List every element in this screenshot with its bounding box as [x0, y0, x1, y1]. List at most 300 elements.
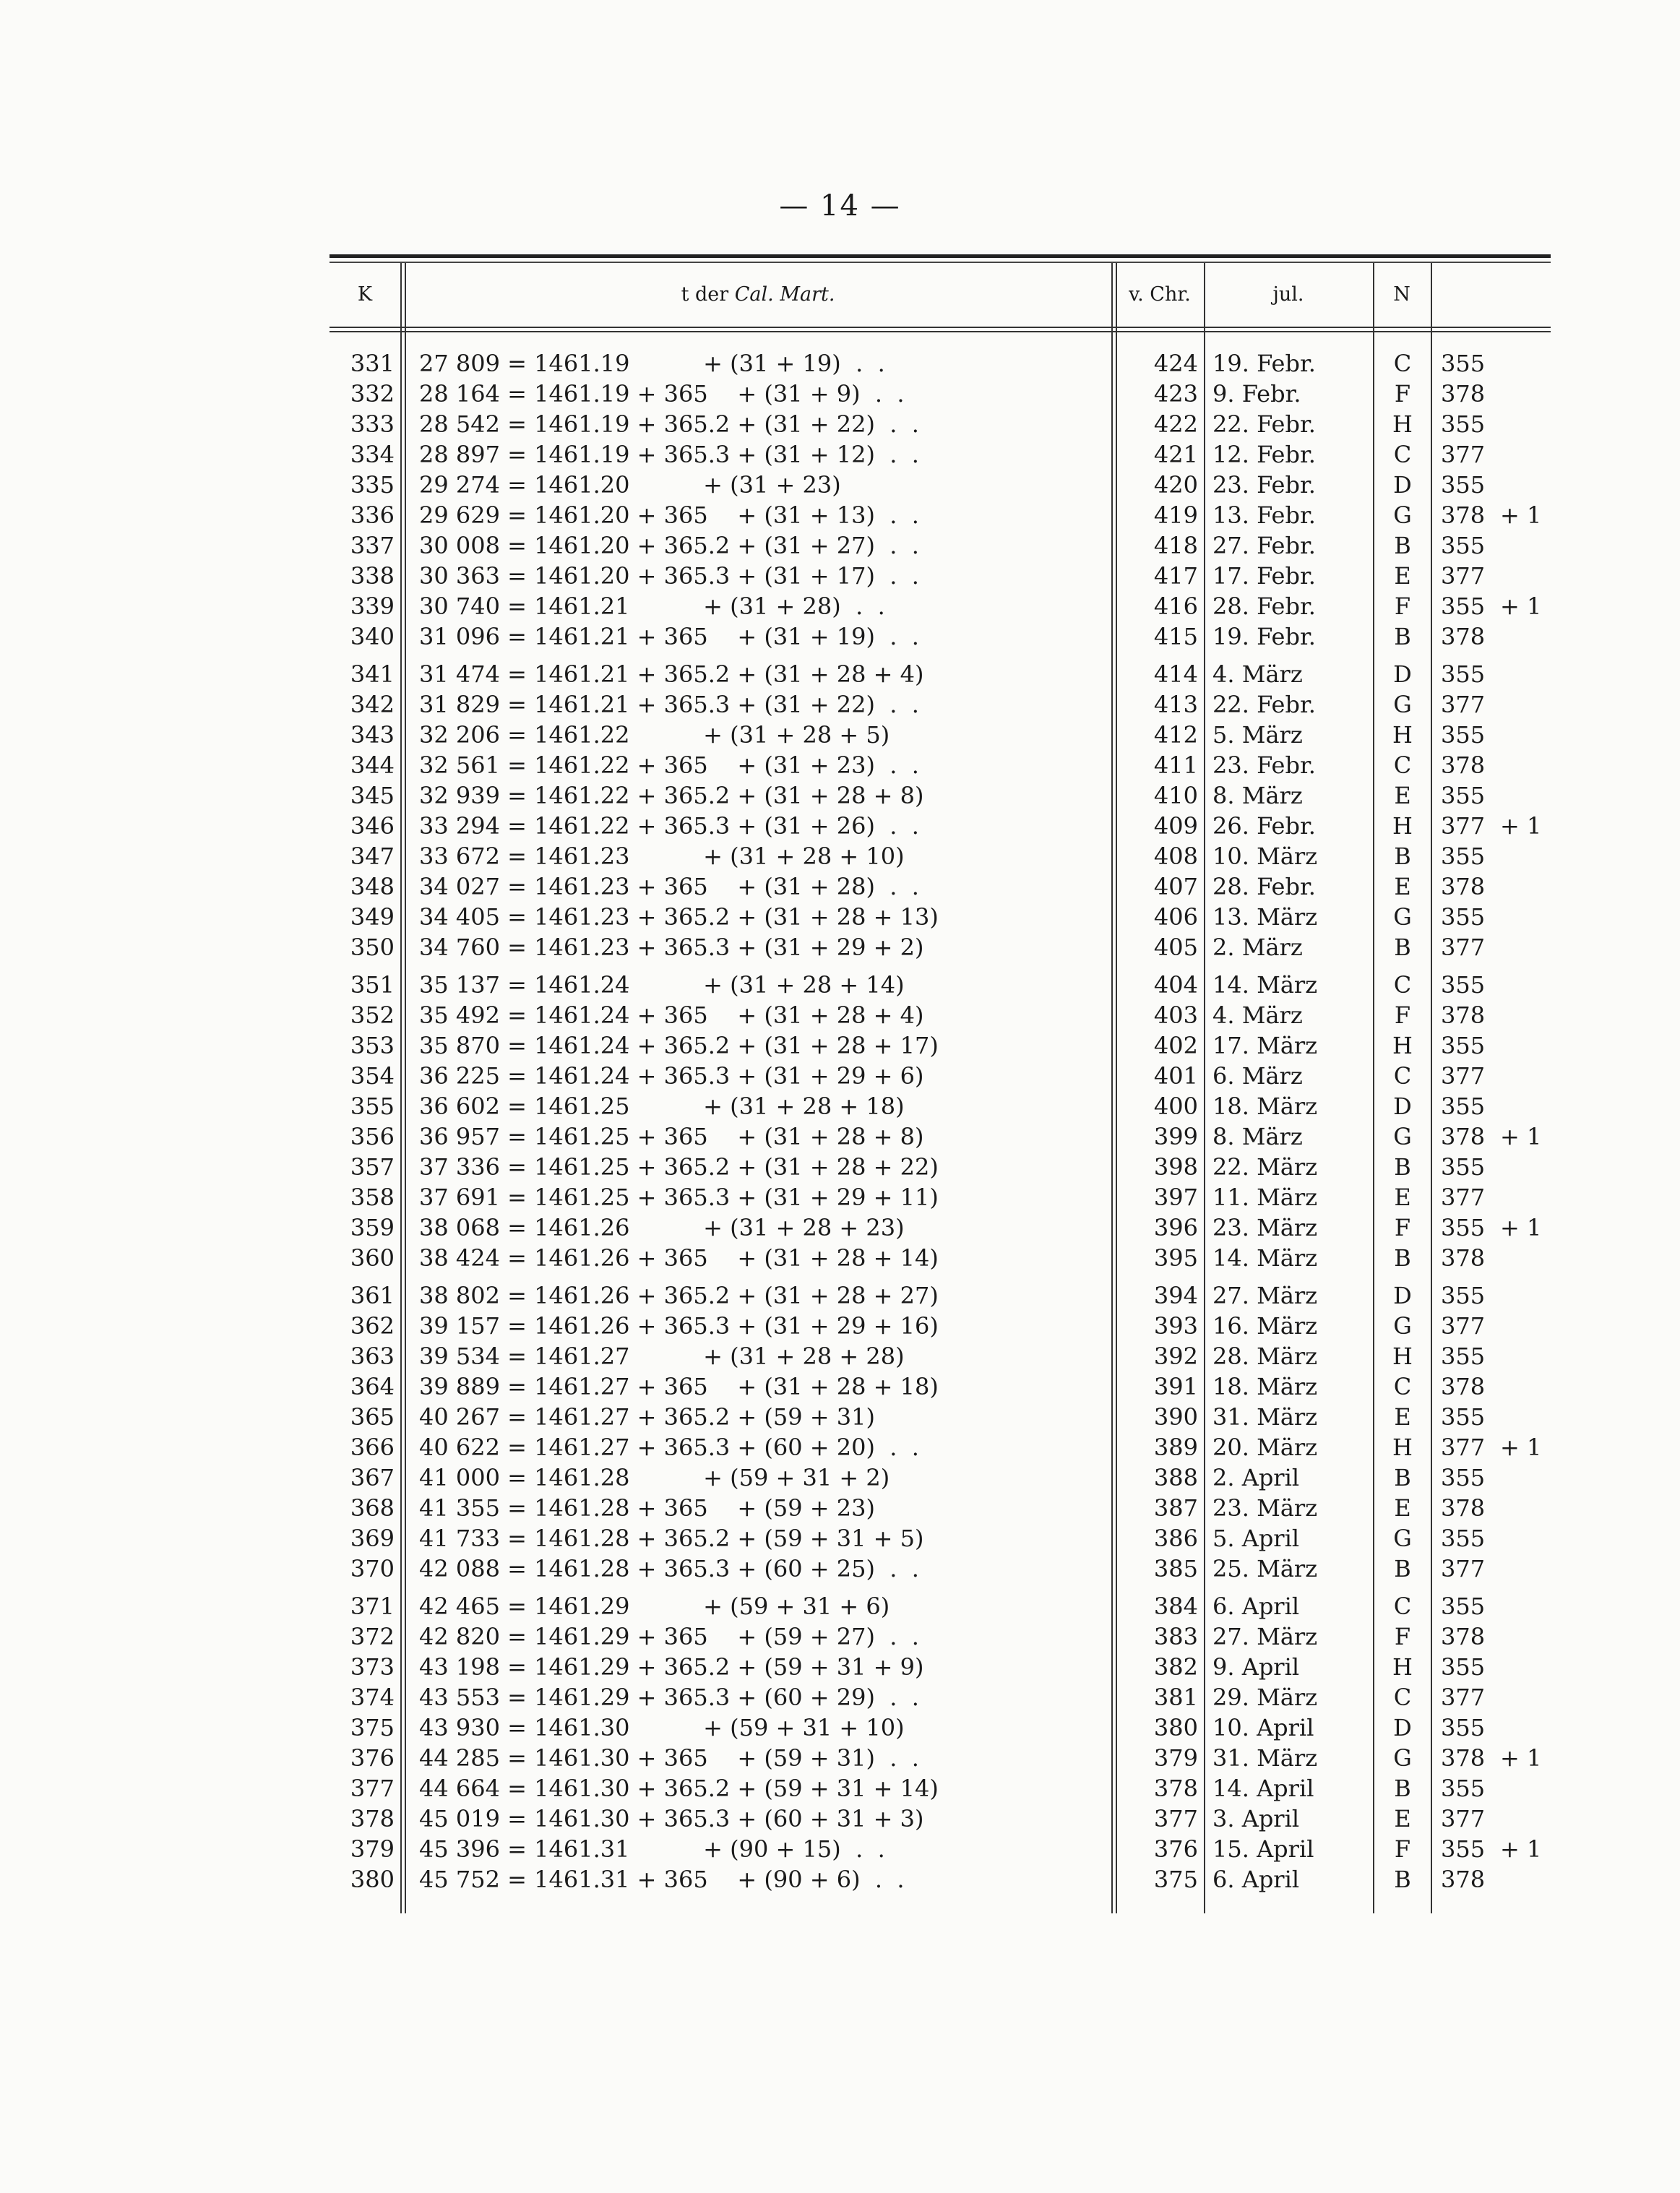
- row-letter: H: [1392, 721, 1413, 749]
- row-year-bc: 389: [1153, 1434, 1198, 1461]
- row-year-bc: 396: [1153, 1214, 1198, 1241]
- row-n: 355: [1441, 471, 1486, 499]
- row-letter: E: [1394, 1184, 1411, 1211]
- row-letter: D: [1393, 1282, 1412, 1309]
- row-year-bc: 386: [1153, 1525, 1198, 1552]
- row-equation: 35 137 = 1461.24 + (31 + 28 + 14): [419, 971, 905, 999]
- row-equation: 39 157 = 1461.26 + 365.3 + (31 + 29 + 16): [419, 1312, 939, 1340]
- row-letter: D: [1393, 660, 1412, 688]
- row-julian-date: 19. Febr.: [1212, 623, 1316, 650]
- table-row: [329, 348, 1551, 379]
- row-letter: E: [1394, 782, 1411, 809]
- row-n: 378: [1441, 1623, 1486, 1650]
- table-row: [329, 970, 1551, 1000]
- table-row: [329, 1834, 1551, 1864]
- row-letter: E: [1394, 1494, 1411, 1522]
- row-extra: + 1: [1500, 1434, 1542, 1461]
- row-k: 378: [350, 1805, 395, 1832]
- row-year-bc: 405: [1153, 934, 1198, 961]
- row-k: 366: [350, 1434, 395, 1461]
- row-group: [329, 1591, 1551, 1895]
- row-equation: 30 008 = 1461.20 + 365.2 + (31 + 27) . .: [419, 532, 919, 559]
- table-row: [329, 1804, 1551, 1834]
- row-letter: B: [1394, 1464, 1411, 1491]
- row-n: 378: [1441, 751, 1486, 779]
- table-row: [329, 1121, 1551, 1152]
- page-number: — 14 —: [779, 189, 901, 223]
- table-body: [329, 348, 1551, 1902]
- row-equation: 29 629 = 1461.20 + 365 + (31 + 13) . .: [419, 501, 919, 529]
- row-n: 378: [1441, 380, 1486, 408]
- row-equation: 36 225 = 1461.24 + 365.3 + (31 + 29 + 6): [419, 1062, 924, 1090]
- table-row: [329, 1402, 1551, 1432]
- row-julian-date: 12. Febr.: [1212, 441, 1316, 468]
- row-julian-date: 10. März: [1212, 843, 1318, 870]
- row-julian-date: 14. April: [1212, 1775, 1314, 1802]
- table-row: [329, 1712, 1551, 1743]
- row-group: [329, 970, 1551, 1273]
- row-k: 371: [350, 1593, 395, 1620]
- row-julian-date: 31. März: [1212, 1403, 1318, 1431]
- row-n: 355: [1441, 971, 1486, 999]
- row-k: 377: [350, 1775, 395, 1802]
- row-year-bc: 377: [1153, 1805, 1198, 1832]
- row-julian-date: 5. März: [1212, 721, 1303, 749]
- row-letter: E: [1394, 873, 1411, 900]
- row-letter: C: [1393, 751, 1412, 779]
- row-year-bc: 420: [1153, 471, 1198, 499]
- row-year-bc: 421: [1153, 441, 1198, 468]
- row-k: 331: [350, 350, 395, 377]
- row-julian-date: 28. März: [1212, 1343, 1318, 1370]
- row-year-bc: 392: [1153, 1343, 1198, 1370]
- row-equation: 28 164 = 1461.19 + 365 + (31 + 9) . .: [419, 380, 905, 408]
- table-row: [329, 1682, 1551, 1712]
- row-year-bc: 388: [1153, 1464, 1198, 1491]
- row-year-bc: 398: [1153, 1153, 1198, 1181]
- table-row: [329, 1152, 1551, 1182]
- row-julian-date: 8. März: [1212, 782, 1303, 809]
- row-k: 333: [350, 410, 395, 438]
- top-rule: [329, 254, 1551, 258]
- row-n: 377: [1441, 1062, 1486, 1090]
- row-equation: 44 664 = 1461.30 + 365.2 + (59 + 31 + 14): [419, 1775, 939, 1802]
- row-julian-date: 22. Febr.: [1212, 410, 1316, 438]
- row-letter: C: [1393, 1373, 1412, 1400]
- row-letter: H: [1392, 1343, 1413, 1370]
- row-n: 378: [1441, 501, 1486, 529]
- row-k: 370: [350, 1555, 395, 1582]
- row-equation: 40 622 = 1461.27 + 365.3 + (60 + 20) . .: [419, 1434, 919, 1461]
- row-letter: F: [1394, 380, 1411, 408]
- row-julian-date: 31. März: [1212, 1744, 1318, 1772]
- row-year-bc: 379: [1153, 1744, 1198, 1772]
- row-equation: 42 088 = 1461.28 + 365.3 + (60 + 25) . .: [419, 1555, 919, 1582]
- row-letter: G: [1393, 1744, 1412, 1772]
- row-year-bc: 413: [1153, 691, 1198, 718]
- row-letter: G: [1393, 1123, 1412, 1150]
- table-row: [329, 1652, 1551, 1682]
- row-group: [329, 1280, 1551, 1584]
- row-year-bc: 385: [1153, 1555, 1198, 1582]
- row-n: 355: [1441, 1593, 1486, 1620]
- row-equation: 41 355 = 1461.28 + 365 + (59 + 23): [419, 1494, 875, 1522]
- row-k: 338: [350, 562, 395, 590]
- row-letter: C: [1393, 1062, 1412, 1090]
- row-k: 368: [350, 1494, 395, 1522]
- table-row: [329, 1773, 1551, 1804]
- row-julian-date: 18. März: [1212, 1373, 1318, 1400]
- row-n: 355: [1441, 1714, 1486, 1741]
- row-year-bc: 395: [1153, 1244, 1198, 1272]
- row-julian-date: 25. März: [1212, 1555, 1318, 1582]
- row-letter: C: [1393, 350, 1412, 377]
- row-year-bc: 393: [1153, 1312, 1198, 1340]
- row-letter: B: [1394, 1555, 1411, 1582]
- row-equation: 30 740 = 1461.21 + (31 + 28) . .: [419, 593, 885, 620]
- row-letter: H: [1392, 1653, 1413, 1681]
- row-julian-date: 23. Febr.: [1212, 751, 1316, 779]
- row-julian-date: 13. Febr.: [1212, 501, 1316, 529]
- row-equation: 37 691 = 1461.25 + 365.3 + (31 + 29 + 11): [419, 1184, 939, 1211]
- row-k: 336: [350, 501, 395, 529]
- row-year-bc: 404: [1153, 971, 1198, 999]
- row-letter: G: [1393, 501, 1412, 529]
- row-n: 355: [1441, 1835, 1486, 1863]
- row-n: 377: [1441, 1555, 1486, 1582]
- row-year-bc: 410: [1153, 782, 1198, 809]
- row-year-bc: 383: [1153, 1623, 1198, 1650]
- row-k: 354: [350, 1062, 395, 1090]
- table-row: [329, 1030, 1551, 1061]
- row-n: 377: [1441, 562, 1486, 590]
- row-julian-date: 9. April: [1212, 1653, 1300, 1681]
- row-n: 355: [1441, 1032, 1486, 1059]
- row-k: 352: [350, 1001, 395, 1029]
- row-letter: D: [1393, 1714, 1412, 1741]
- row-letter: F: [1394, 1835, 1411, 1863]
- table-row: [329, 1493, 1551, 1523]
- row-equation: 31 096 = 1461.21 + 365 + (31 + 19) . .: [419, 623, 919, 650]
- row-year-bc: 378: [1153, 1775, 1198, 1802]
- row-n: 377: [1441, 1684, 1486, 1711]
- row-letter: H: [1392, 1434, 1413, 1461]
- row-year-bc: 384: [1153, 1593, 1198, 1620]
- row-group: [329, 348, 1551, 652]
- row-k: 334: [350, 441, 395, 468]
- row-k: 346: [350, 812, 395, 840]
- header-t-italic: Cal. Mart.: [734, 283, 835, 306]
- row-equation: 36 602 = 1461.25 + (31 + 28 + 18): [419, 1093, 905, 1120]
- row-julian-date: 2. März: [1212, 934, 1303, 961]
- row-julian-date: 27. März: [1212, 1282, 1318, 1309]
- row-equation: 34 027 = 1461.23 + 365 + (31 + 28) . .: [419, 873, 919, 900]
- table-row: [329, 1091, 1551, 1121]
- row-k: 347: [350, 843, 395, 870]
- row-year-bc: 376: [1153, 1835, 1198, 1863]
- row-k: 358: [350, 1184, 395, 1211]
- row-n: 355: [1441, 721, 1486, 749]
- row-letter: B: [1394, 1244, 1411, 1272]
- row-letter: C: [1393, 1593, 1412, 1620]
- row-letter: E: [1394, 1805, 1411, 1832]
- row-year-bc: 422: [1153, 410, 1198, 438]
- row-year-bc: 412: [1153, 721, 1198, 749]
- row-equation: 43 930 = 1461.30 + (59 + 31 + 10): [419, 1714, 905, 1741]
- row-julian-date: 6. April: [1212, 1593, 1300, 1620]
- table-row: [329, 1591, 1551, 1621]
- row-n: 355: [1441, 1775, 1486, 1802]
- row-julian-date: 3. April: [1212, 1805, 1300, 1832]
- row-equation: 39 534 = 1461.27 + (31 + 28 + 28): [419, 1343, 905, 1370]
- row-extra: + 1: [1500, 1214, 1542, 1241]
- row-julian-date: 23. März: [1212, 1214, 1318, 1241]
- row-year-bc: 408: [1153, 843, 1198, 870]
- row-k: 369: [350, 1525, 395, 1552]
- row-k: 350: [350, 934, 395, 961]
- row-k: 359: [350, 1214, 395, 1241]
- row-julian-date: 14. März: [1212, 1244, 1318, 1272]
- row-year-bc: 409: [1153, 812, 1198, 840]
- row-letter: H: [1392, 410, 1413, 438]
- header-t-prefix: t der: [681, 283, 735, 306]
- row-letter: C: [1393, 971, 1412, 999]
- row-k: 332: [350, 380, 395, 408]
- header-t: [405, 283, 1111, 306]
- table-row: [329, 1621, 1551, 1652]
- row-n: 355: [1441, 1282, 1486, 1309]
- row-year-bc: 423: [1153, 380, 1198, 408]
- row-n: 378: [1441, 1373, 1486, 1400]
- table-row: [329, 1000, 1551, 1030]
- row-n: 355: [1441, 1093, 1486, 1120]
- row-k: 363: [350, 1343, 395, 1370]
- row-k: 360: [350, 1244, 395, 1272]
- row-equation: 35 870 = 1461.24 + 365.2 + (31 + 28 + 17): [419, 1032, 939, 1059]
- table-row: [329, 1061, 1551, 1091]
- row-equation: 45 396 = 1461.31 + (90 + 15) . .: [419, 1835, 885, 1863]
- row-year-bc: 375: [1153, 1866, 1198, 1893]
- row-year-bc: 400: [1153, 1093, 1198, 1120]
- row-n: 378: [1441, 1494, 1486, 1522]
- row-n: 355: [1441, 350, 1486, 377]
- row-k: 373: [350, 1653, 395, 1681]
- row-julian-date: 10. April: [1212, 1714, 1314, 1741]
- table-row: [329, 1554, 1551, 1584]
- row-n: 378: [1441, 1123, 1486, 1150]
- row-n: 355: [1441, 1153, 1486, 1181]
- row-year-bc: 416: [1153, 593, 1198, 620]
- table-row: [329, 621, 1551, 652]
- row-n: 377: [1441, 1184, 1486, 1211]
- row-k: 339: [350, 593, 395, 620]
- row-equation: 34 760 = 1461.23 + 365.3 + (31 + 29 + 2): [419, 934, 924, 961]
- row-year-bc: 417: [1153, 562, 1198, 590]
- row-julian-date: 19. Febr.: [1212, 350, 1316, 377]
- row-k: 361: [350, 1282, 395, 1309]
- row-extra: + 1: [1500, 1835, 1542, 1863]
- row-k: 379: [350, 1835, 395, 1863]
- row-letter: B: [1394, 934, 1411, 961]
- row-k: 337: [350, 532, 395, 559]
- row-year-bc: 411: [1153, 751, 1198, 779]
- table-row: [329, 1371, 1551, 1402]
- row-letter: B: [1394, 532, 1411, 559]
- row-year-bc: 380: [1153, 1714, 1198, 1741]
- row-equation: 27 809 = 1461.19 + (31 + 19) . .: [419, 350, 885, 377]
- row-julian-date: 2. April: [1212, 1464, 1300, 1491]
- table-row: [329, 780, 1551, 811]
- row-n: 355: [1441, 660, 1486, 688]
- row-k: 344: [350, 751, 395, 779]
- row-letter: H: [1392, 812, 1413, 840]
- header-rule: [329, 327, 1551, 328]
- row-k: 345: [350, 782, 395, 809]
- table-row: [329, 379, 1551, 409]
- row-julian-date: 18. März: [1212, 1093, 1318, 1120]
- row-k: 343: [350, 721, 395, 749]
- row-letter: B: [1394, 843, 1411, 870]
- row-n: 355: [1441, 1403, 1486, 1431]
- row-extra: + 1: [1500, 1123, 1542, 1150]
- row-n: 378: [1441, 1744, 1486, 1772]
- row-equation: 38 802 = 1461.26 + 365.2 + (31 + 28 + 27): [419, 1282, 939, 1309]
- row-julian-date: 29. März: [1212, 1684, 1318, 1711]
- row-equation: 28 542 = 1461.19 + 365.2 + (31 + 22) . .: [419, 410, 919, 438]
- row-letter: D: [1393, 471, 1412, 499]
- row-julian-date: 22. Febr.: [1212, 691, 1316, 718]
- row-julian-date: 6. März: [1212, 1062, 1303, 1090]
- row-equation: 43 553 = 1461.29 + 365.3 + (60 + 29) . .: [419, 1684, 919, 1711]
- row-extra: + 1: [1500, 1744, 1542, 1772]
- row-letter: G: [1393, 1525, 1412, 1552]
- row-year-bc: 391: [1153, 1373, 1198, 1400]
- row-letter: F: [1394, 1214, 1411, 1241]
- table-row: [329, 1212, 1551, 1243]
- table-row: [329, 720, 1551, 750]
- row-julian-date: 26. Febr.: [1212, 812, 1316, 840]
- row-n: 355: [1441, 1525, 1486, 1552]
- table-row: [329, 561, 1551, 591]
- row-n: 378: [1441, 1866, 1486, 1893]
- row-n: 355: [1441, 532, 1486, 559]
- header-vchr: v. Chr.: [1129, 283, 1191, 306]
- row-letter: G: [1393, 903, 1412, 931]
- header-k: K: [357, 283, 373, 306]
- row-julian-date: 20. März: [1212, 1434, 1318, 1461]
- row-n: 377: [1441, 691, 1486, 718]
- row-letter: H: [1392, 1032, 1413, 1059]
- row-k: 342: [350, 691, 395, 718]
- row-julian-date: 28. Febr.: [1212, 873, 1316, 900]
- row-year-bc: 387: [1153, 1494, 1198, 1522]
- row-equation: 45 019 = 1461.30 + 365.3 + (60 + 31 + 3): [419, 1805, 924, 1832]
- row-letter: F: [1394, 593, 1411, 620]
- table-row: [329, 1864, 1551, 1895]
- row-julian-date: 22. März: [1212, 1153, 1318, 1181]
- table-row: [329, 470, 1551, 500]
- row-k: 353: [350, 1032, 395, 1059]
- row-julian-date: 9. Febr.: [1212, 380, 1301, 408]
- row-k: 349: [350, 903, 395, 931]
- row-equation: 35 492 = 1461.24 + 365 + (31 + 28 + 4): [419, 1001, 924, 1029]
- table-row: [329, 1432, 1551, 1462]
- row-julian-date: 27. März: [1212, 1623, 1318, 1650]
- row-k: 364: [350, 1373, 395, 1400]
- table-row: [329, 659, 1551, 689]
- row-equation: 38 424 = 1461.26 + 365 + (31 + 28 + 14): [419, 1244, 939, 1272]
- row-julian-date: 4. März: [1212, 660, 1303, 688]
- row-year-bc: 394: [1153, 1282, 1198, 1309]
- row-julian-date: 4. März: [1212, 1001, 1303, 1029]
- table-row: [329, 1182, 1551, 1212]
- row-k: 374: [350, 1684, 395, 1711]
- table-row: [329, 1311, 1551, 1341]
- row-k: 375: [350, 1714, 395, 1741]
- row-n: 355: [1441, 1343, 1486, 1370]
- row-group: [329, 659, 1551, 962]
- table-row: [329, 1243, 1551, 1273]
- row-n: 355: [1441, 1464, 1486, 1491]
- row-k: 341: [350, 660, 395, 688]
- row-n: 378: [1441, 623, 1486, 650]
- row-julian-date: 23. Febr.: [1212, 471, 1316, 499]
- table-row: [329, 750, 1551, 780]
- row-letter: G: [1393, 1312, 1412, 1340]
- table-row: [329, 530, 1551, 561]
- row-n: 377: [1441, 1805, 1486, 1832]
- row-n: 355: [1441, 410, 1486, 438]
- row-equation: 34 405 = 1461.23 + 365.2 + (31 + 28 + 13): [419, 903, 939, 931]
- row-n: 355: [1441, 843, 1486, 870]
- row-n: 355: [1441, 903, 1486, 931]
- table-row: [329, 1341, 1551, 1371]
- row-n: 377: [1441, 1312, 1486, 1340]
- row-julian-date: 28. Febr.: [1212, 593, 1316, 620]
- row-k: 356: [350, 1123, 395, 1150]
- row-k: 340: [350, 623, 395, 650]
- row-letter: B: [1394, 1866, 1411, 1893]
- row-equation: 43 198 = 1461.29 + 365.2 + (59 + 31 + 9): [419, 1653, 924, 1681]
- row-julian-date: 6. April: [1212, 1866, 1300, 1893]
- row-equation: 45 752 = 1461.31 + 365 + (90 + 6) . .: [419, 1866, 905, 1893]
- row-year-bc: 415: [1153, 623, 1198, 650]
- row-letter: E: [1394, 1403, 1411, 1431]
- table-row: [329, 1280, 1551, 1311]
- row-equation: 39 889 = 1461.27 + 365 + (31 + 28 + 18): [419, 1373, 939, 1400]
- row-k: 348: [350, 873, 395, 900]
- row-letter: F: [1394, 1001, 1411, 1029]
- row-k: 335: [350, 471, 395, 499]
- row-k: 362: [350, 1312, 395, 1340]
- row-letter: G: [1393, 691, 1412, 718]
- row-n: 355: [1441, 1214, 1486, 1241]
- table-row: [329, 689, 1551, 720]
- row-equation: 36 957 = 1461.25 + 365 + (31 + 28 + 8): [419, 1123, 924, 1150]
- row-julian-date: 23. März: [1212, 1494, 1318, 1522]
- row-equation: 41 000 = 1461.28 + (59 + 31 + 2): [419, 1464, 890, 1491]
- row-year-bc: 401: [1153, 1062, 1198, 1090]
- row-julian-date: 11. März: [1212, 1184, 1318, 1211]
- row-letter: C: [1393, 1684, 1412, 1711]
- row-year-bc: 382: [1153, 1653, 1198, 1681]
- row-julian-date: 15. April: [1212, 1835, 1314, 1863]
- row-extra: + 1: [1500, 593, 1542, 620]
- row-equation: 37 336 = 1461.25 + 365.2 + (31 + 28 + 22): [419, 1153, 939, 1181]
- row-equation: 28 897 = 1461.19 + 365.3 + (31 + 12) . .: [419, 441, 919, 468]
- top-rule-thin: [329, 262, 1551, 263]
- table-row: [329, 902, 1551, 932]
